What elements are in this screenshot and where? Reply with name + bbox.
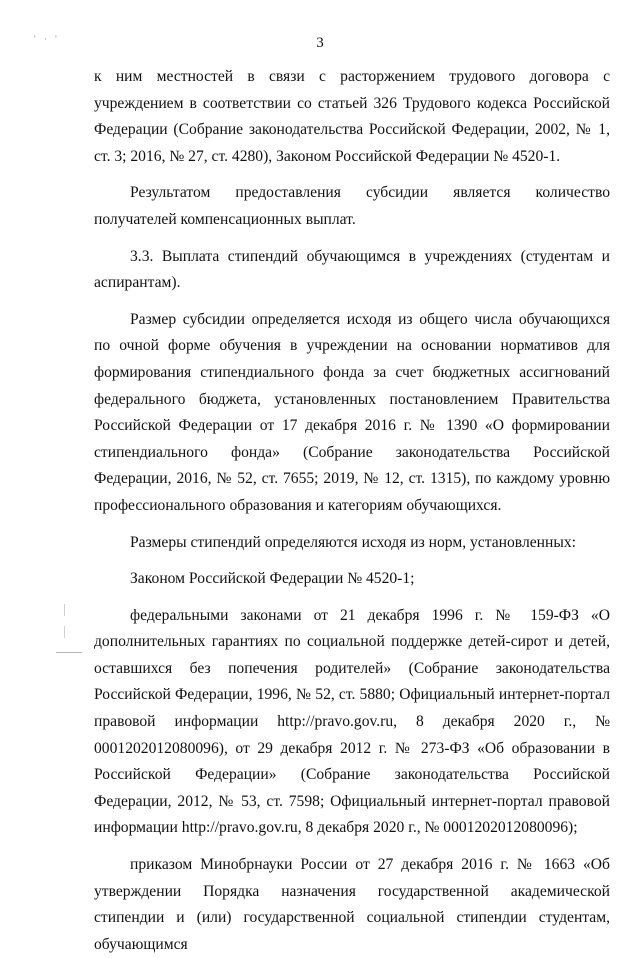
scan-margin-mark (64, 626, 65, 638)
paragraph-continuation: к ним местностей в связи с расторжением трудового договора с учреждением в соответствии со статьей 326 Трудового кодекса Российской Федерации (Собрание законодательства Российской Федерации, 2002, № 1, ст. 3; 2016, № 27, ст. 4280), Законом Российской Федерации № 4520-1. (94, 68, 610, 165)
paragraph-order-1663: приказом Минобрнауки России от 27 декабря 2016 г. № 1663 «Об утверждении Порядка назначения государственной академической стипендии и (или) государственной социальной стипендии студентам, обучающимся (94, 856, 610, 953)
page-number: 3 (316, 35, 324, 51)
paragraph-norms-intro: Размеры стипендий определяются исходя из норм, установленных: (130, 533, 576, 551)
paragraph-subsidy-size: Размер субсидии определяется исходя из общего числа обучающихся по очной форме обучения в учреждении на основании нормативов для формирования стипендиального фонда за счет бюджетных ассигнований федерального бюджета, установленных постановлением Правительства Российской Федерации от 17 декабря 2016 г. № 1390 «О формировании стипендиального фонда» (Собрание законодательства Российской Федерации, 2016, № 52, ст. 7655; 2019, № 12, ст. 1315), по каждому уровню профессионального образования и категориям обучающихся. (94, 310, 610, 514)
scan-corner-mark: ' · ' (34, 34, 60, 44)
paragraph-result: Результатом предоставления субсидии является количество получателей компенсационных выплат. (94, 184, 610, 228)
paragraph-law-4520: Законом Российской Федерации № 4520-1; (130, 570, 415, 588)
scan-margin-mark (56, 652, 82, 653)
paragraph-federal-laws: федеральными законами от 21 декабря 1996 г. № 159-ФЗ «О дополнительных гарантиях по социальной поддержке детей-сирот и детей, оставшихся без попечения родителей» (Собрание законодательства Российской Федерации, 1996, № 52, ст. 5880; Официальный интернет-портал правовой информации http://pravo.gov.ru, 8 декабря 2020 г., № 0001202012080096), от 29 декабря 2012 г. № 273-ФЗ «Об образовании в Российской Федерации» (Собрание законодательства Российской Федерации, 2012, № 53, ст. 7598; Официальный интернет-портал правовой информации http://pravo.gov.ru, 8 декабря 2020 г., № 0001202012080096); (94, 606, 610, 837)
document-body (94, 64, 610, 958)
scan-margin-mark (64, 604, 65, 616)
paragraph-section-3-3: 3.3. Выплата стипендий обучающимся в учреждениях (студентам и аспирантам). (94, 247, 610, 292)
